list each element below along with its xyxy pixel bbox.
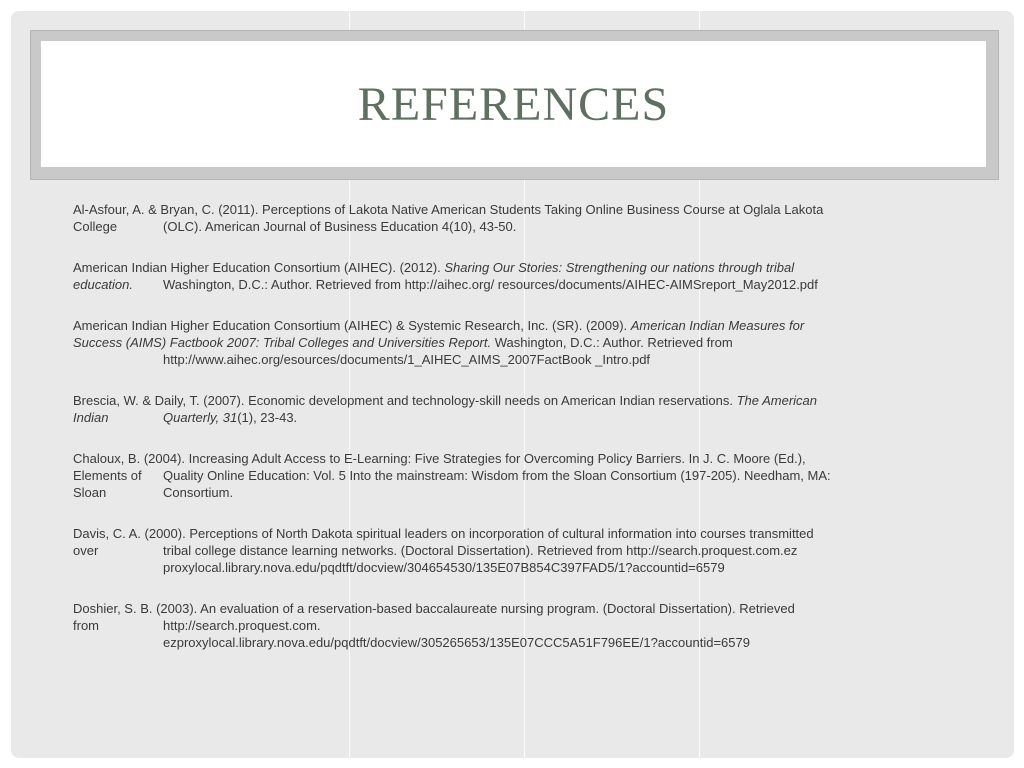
hanging-label: over xyxy=(73,543,99,558)
reference-item xyxy=(73,317,973,368)
reference-line: ezproxylocal.library.nova.edu/pqdtft/docview/305265653/135E07CCC5A51F796EE/1?accountid=6579 xyxy=(163,635,750,650)
reference-list xyxy=(73,201,973,675)
reference-line: (OLC). American Journal of Business Education 4(10), 43-50. xyxy=(163,219,517,234)
reference-item xyxy=(73,392,973,426)
hanging-label: from xyxy=(73,618,99,633)
reference-line: Al-Asfour, A. & Bryan, C. (2011). Perceptions of Lakota Native American Students Taking Online Business Course at Oglala Lakota xyxy=(73,202,824,217)
reference-item xyxy=(73,600,973,651)
title-box xyxy=(41,41,986,167)
reference-title: Quarterly, 31 xyxy=(163,410,238,425)
reference-title: The American xyxy=(736,393,818,408)
reference-line: American Indian Higher Education Consortium (AIHEC) & Systemic Research, Inc. (SR). (2009). xyxy=(73,318,631,333)
reference-line: Quality Online Education: Vol. 5 Into the mainstream: Wisdom from the Sloan Consortium (197-205). Needham, MA: xyxy=(163,468,831,483)
reference-title: Sharing Our Stories: Strengthening our nations through tribal xyxy=(444,260,795,275)
slide-title: REFERENCES xyxy=(357,77,670,131)
reference-title: American Indian Measures for xyxy=(630,318,805,333)
reference-title: Success (AIMS) Factbook 2007: Tribal Colleges and Universities Report. xyxy=(73,335,492,350)
reference-line: Chaloux, B. (2004). Increasing Adult Access to E-Learning: Five Strategies for Overcoming Policy Barriers. In J. C. Moore (Ed.), xyxy=(73,451,806,466)
reference-item xyxy=(73,450,973,501)
hanging-label: education. xyxy=(73,277,133,292)
reference-line: tribal college distance learning networks. (Doctoral Dissertation). Retrieved from http://search.proquest.com.ez xyxy=(163,543,798,558)
slide xyxy=(11,11,1014,758)
hanging-label: Elements of xyxy=(73,468,142,483)
reference-line: Brescia, W. & Daily, T. (2007). Economic development and technology-skill needs on American Indian reservations. xyxy=(73,393,737,408)
reference-line: Consortium. xyxy=(163,485,234,500)
reference-line: Doshier, S. B. (2003). An evaluation of a reservation-based baccalaureate nursing program. (Doctoral Dissertation). Retrieved xyxy=(73,601,795,616)
reference-item xyxy=(73,525,973,576)
reference-item xyxy=(73,259,973,293)
reference-line: proxylocal.library.nova.edu/pqdtft/docview/304654530/135E07B854C397FAD5/1?accountid=6579 xyxy=(163,560,725,575)
hanging-label: Sloan xyxy=(73,485,107,500)
reference-line: American Indian Higher Education Consortium (AIHEC). (2012). xyxy=(73,260,445,275)
title-frame xyxy=(30,30,999,180)
hanging-label: College xyxy=(73,219,118,234)
reference-line: http://www.aihec.org/esources/documents/1_AIHEC_AIMS_2007FactBook _Intro.pdf xyxy=(163,352,651,367)
reference-line: (1), 23-43. xyxy=(237,410,298,425)
reference-line: http://search.proquest.com. xyxy=(163,618,321,633)
reference-line: Washington, D.C.: Author. Retrieved from xyxy=(491,335,733,350)
reference-line: Davis, C. A. (2000). Perceptions of North Dakota spiritual leaders on incorporation of cultural information into courses transmitted xyxy=(73,526,814,541)
reference-line: Washington, D.C.: Author. Retrieved from http://aihec.org/ resources/documents/AIHEC-AIMSreport_May2012.pdf xyxy=(163,277,818,292)
hanging-label: Indian xyxy=(73,410,109,425)
reference-item xyxy=(73,201,973,235)
